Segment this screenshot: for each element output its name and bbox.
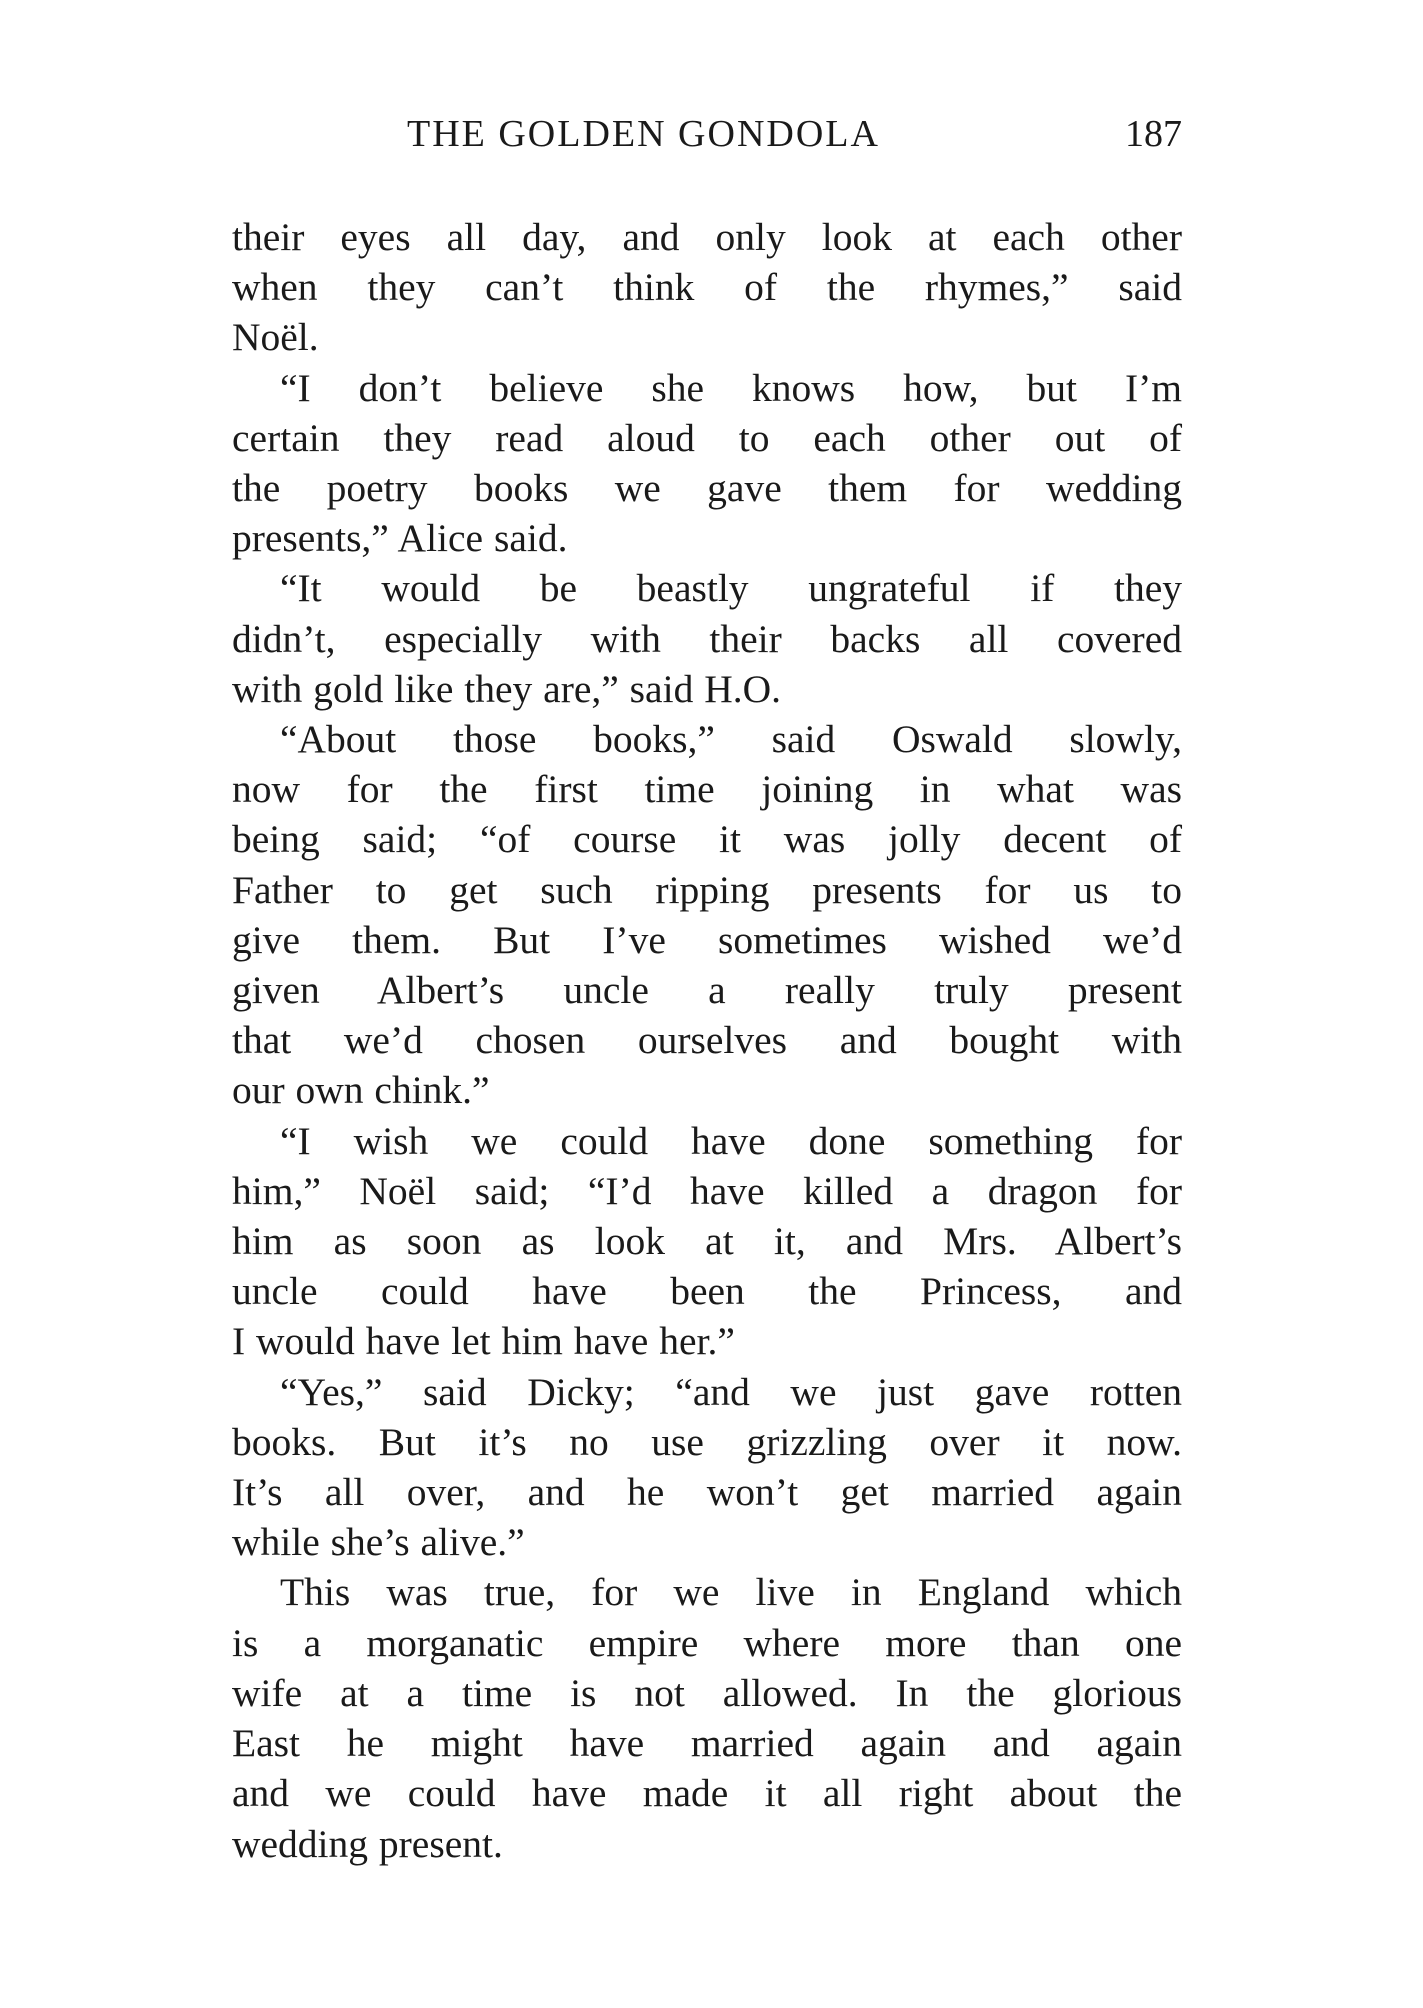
text-line: books. But it’s no use grizzling over it now. (232, 1419, 1182, 1464)
text-line: when they can’t think of the rhymes,” said (232, 265, 1182, 310)
text-line: “Yes,” said Dicky; “and we just gave rotten (280, 1369, 1182, 1414)
running-head (232, 112, 1182, 172)
text-line: the poetry books we gave them for wedding (232, 466, 1182, 511)
text-line: him as soon as look at it, and Mrs. Albert’s (232, 1219, 1182, 1264)
text-line: uncle could have been the Princess, and (232, 1269, 1182, 1314)
text-line: “I wish we could have done something for (280, 1118, 1182, 1163)
paragraph-5 (232, 1116, 1182, 1367)
paragraph-2 (232, 363, 1182, 564)
text-line: I would have let him have her.” (232, 1319, 735, 1364)
text-line: “It would be beastly ungrateful if they (280, 566, 1182, 611)
paragraph-4 (232, 714, 1182, 1116)
paragraph-3 (232, 563, 1182, 714)
text-line: East he might have married again and again (232, 1721, 1182, 1766)
text-line: Father to get such ripping presents for us to (232, 867, 1182, 912)
text-line: wedding present. (232, 1821, 503, 1866)
page-number: 187 (1125, 113, 1182, 155)
paragraph-1 (232, 212, 1182, 363)
running-head-title: THE GOLDEN GONDOLA (407, 113, 880, 155)
text-line: him,” Noël said; “I’d have killed a dragon for (232, 1168, 1182, 1213)
text-line: “About those books,” said Oswald slowly, (280, 717, 1182, 762)
text-line: our own chink.” (232, 1068, 490, 1113)
text-line: This was true, for we live in England which (280, 1570, 1182, 1615)
text-line: “I don’t believe she knows how, but I’m (280, 365, 1182, 410)
text-line: being said; “of course it was jolly decent of (232, 817, 1182, 862)
book-page (232, 112, 1182, 1869)
text-line: with gold like they are,” said H.O. (232, 666, 781, 711)
text-line: give them. But I’ve sometimes wished we’d (232, 917, 1182, 962)
text-line: presents,” Alice said. (232, 516, 568, 561)
text-line: wife at a time is not allowed. In the glorious (232, 1670, 1182, 1715)
text-line: and we could have made it all right about the (232, 1771, 1182, 1816)
text-line: certain they read aloud to each other out of (232, 415, 1182, 460)
body-text (232, 212, 1182, 1869)
text-line: Noël. (232, 315, 319, 360)
text-line: didn’t, especially with their backs all covered (232, 616, 1182, 661)
paragraph-6 (232, 1367, 1182, 1568)
text-line: now for the first time joining in what was (232, 767, 1182, 812)
text-line: their eyes all day, and only look at each other (232, 215, 1182, 259)
text-line: It’s all over, and he won’t get married again (232, 1470, 1182, 1515)
text-line: while she’s alive.” (232, 1520, 525, 1565)
text-line: is a morganatic empire where more than one (232, 1620, 1182, 1665)
text-line: that we’d chosen ourselves and bought with (232, 1018, 1182, 1063)
text-line: given Albert’s uncle a really truly present (232, 968, 1182, 1013)
paragraph-7 (232, 1567, 1182, 1868)
